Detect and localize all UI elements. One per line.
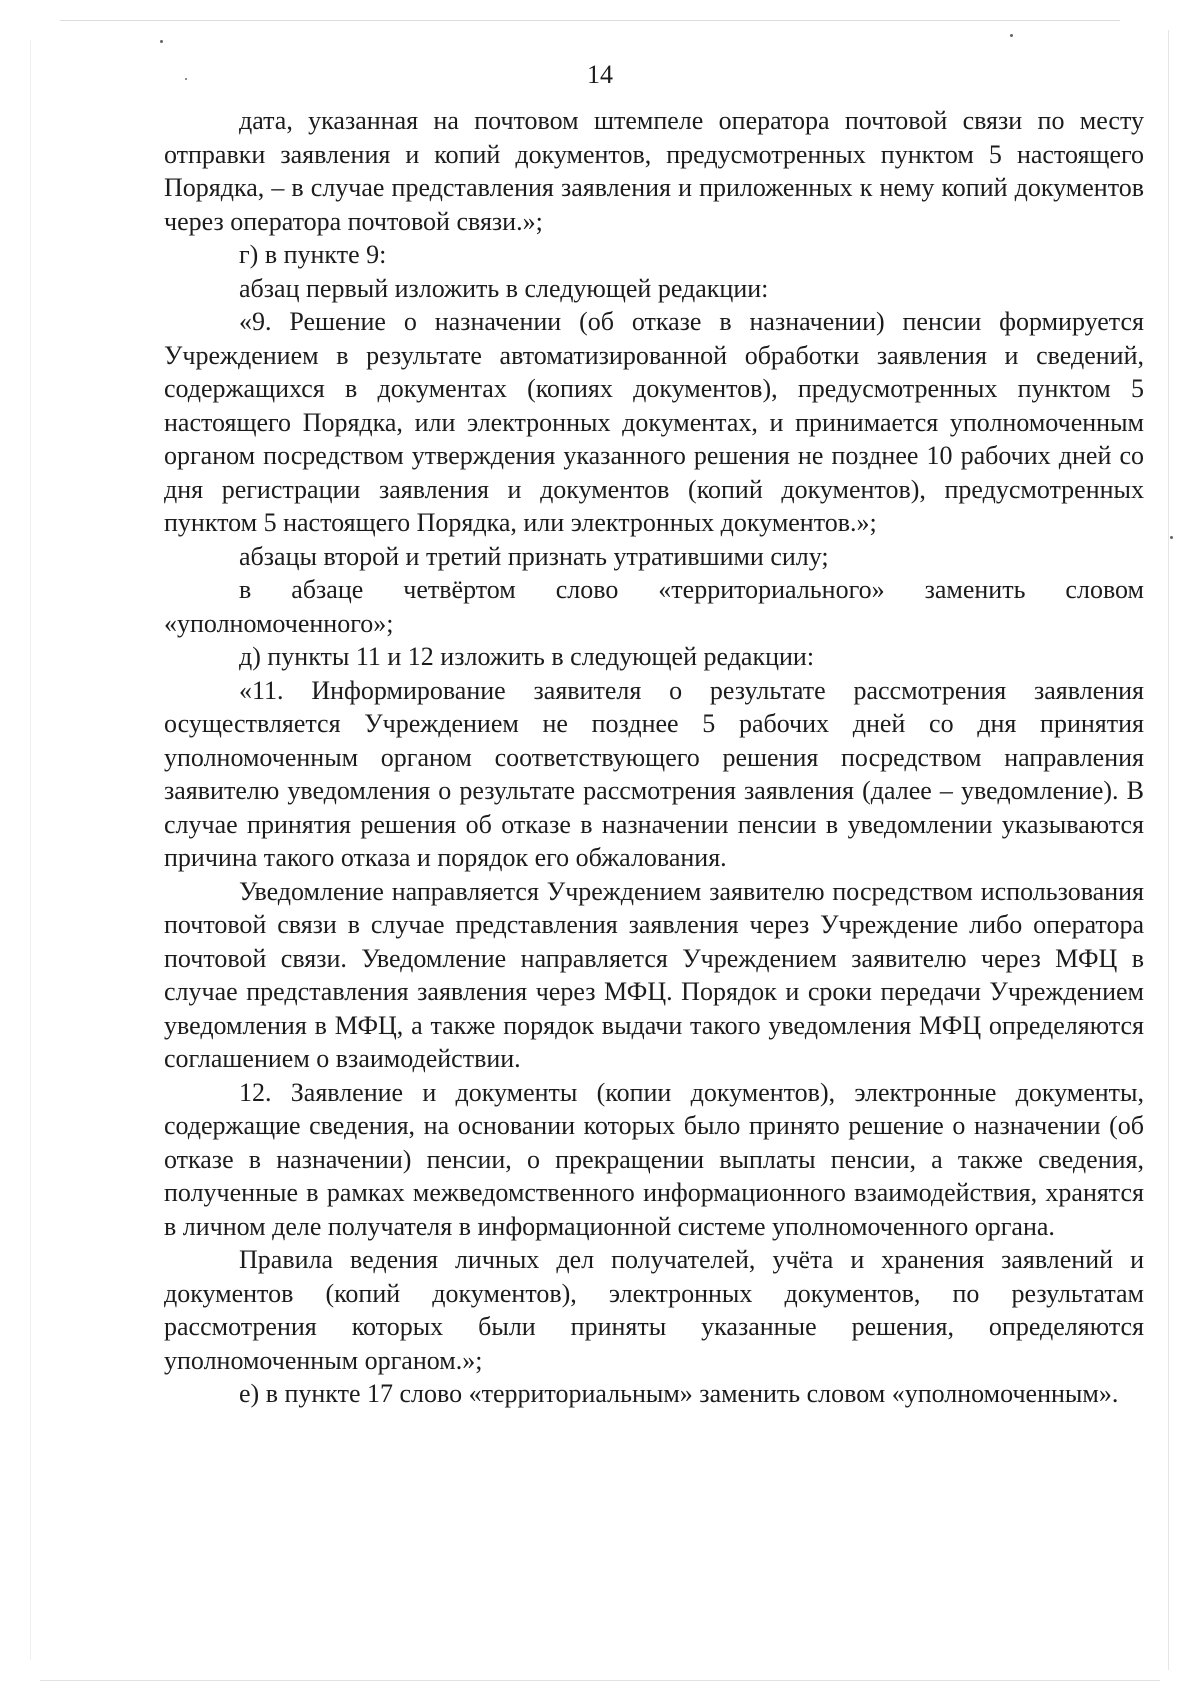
paragraph-point-9: «9. Решение о назначении (об отказе в назначении) пенсии формируется Учреждением в результате автоматизированной обработки заявления и сведений, содержащихся в документах (копиях документов), предусмотренных пунктом 5 настоящего Порядка, или электронных документах, и принимается уполномоченным органом посредством утверждения указанного решения не позднее 10 рабочих дней со дня регистрации заявления и документов (копий документов), предусмотренных пунктом 5 настоящего Порядка, или электронных документов.»; — [164, 307, 1144, 537]
paragraph-point-11: «11. Информирование заявителя о результате рассмотрения заявления осуществляется Учреждением не позднее 5 рабочих дней со дня принятия уполномоченным органом соответствующего решения посредством направления заявителю уведомления о результате рассмотрения заявления (далее – уведомление). В случае принятия решения об отказе в назначении пенсии в уведомлении указываются причина такого отказа и порядок его обжалования. — [164, 675, 1144, 872]
paragraph-personal-files: Правила ведения личных дел получателей, учёта и хранения заявлений и документов (копий документов), электронных документов, по результатам рассмотрения которых были приняты указанные решения, определяются уполномоченным органом.»; — [164, 1245, 1144, 1375]
scan-edge-top — [60, 20, 1120, 21]
scan-edge-left — [30, 40, 31, 1660]
paragraph-point-12: 12. Заявление и документы (копии документов), электронные документы, содержащие сведения, на основании которых было принято решение о назначении (об отказе в назначении) пенсии, о прекращении выплаты пенсии, а также сведения, полученные в рамках межведомственного информационного взаимодействия, хранятся в личном деле получателя в информационной системе уполномоченного органа. — [164, 1077, 1144, 1241]
paragraph-notification: Уведомление направляется Учреждением заявителю посредством использования почтовой связи в случае представления заявления через Учреждение либо оператора почтовой связи. Уведомление направляется Учреждением заявителю через МФЦ в случае представления заявления через МФЦ. Порядок и сроки передачи Учреждением уведомления в МФЦ, а также порядок выдачи такого уведомления МФЦ определяются соглашением о взаимодействии. — [164, 876, 1144, 1073]
document-body — [164, 104, 1144, 1411]
paragraph-postmark-date: дата, указанная на почтовом штемпеле оператора почтовой связи по месту отправки заявления и копий документов, предусмотренных пунктом 5 настоящего Порядка, – в случае представления заявления и приложенных к нему копий документов через оператора почтовой связи.»; — [164, 106, 1144, 236]
paragraph-fourth-abzac: в абзаце четвёртом слово «территориального» заменить словом «уполномоченного»; — [164, 575, 1144, 638]
scan-edge-right — [1168, 30, 1169, 1670]
paragraph-item-d: д) пункты 11 и 12 изложить в следующей редакции: — [239, 642, 815, 671]
scan-speck — [160, 40, 163, 43]
scan-speck — [1170, 536, 1173, 539]
scan-speck — [1010, 34, 1013, 37]
scan-edge-bottom — [40, 1680, 1160, 1681]
paragraph-item-g: г) в пункте 9: — [239, 240, 387, 269]
paragraph-item-e: е) в пункте 17 слово «территориальным» заменить словом «уполномоченным». — [239, 1379, 1119, 1408]
paragraph-abzacs-void: абзацы второй и третий признать утратившими силу; — [239, 541, 829, 571]
page-number: 14 — [587, 60, 613, 89]
paragraph-first-abzac: абзац первый изложить в следующей редакции: — [239, 273, 769, 303]
